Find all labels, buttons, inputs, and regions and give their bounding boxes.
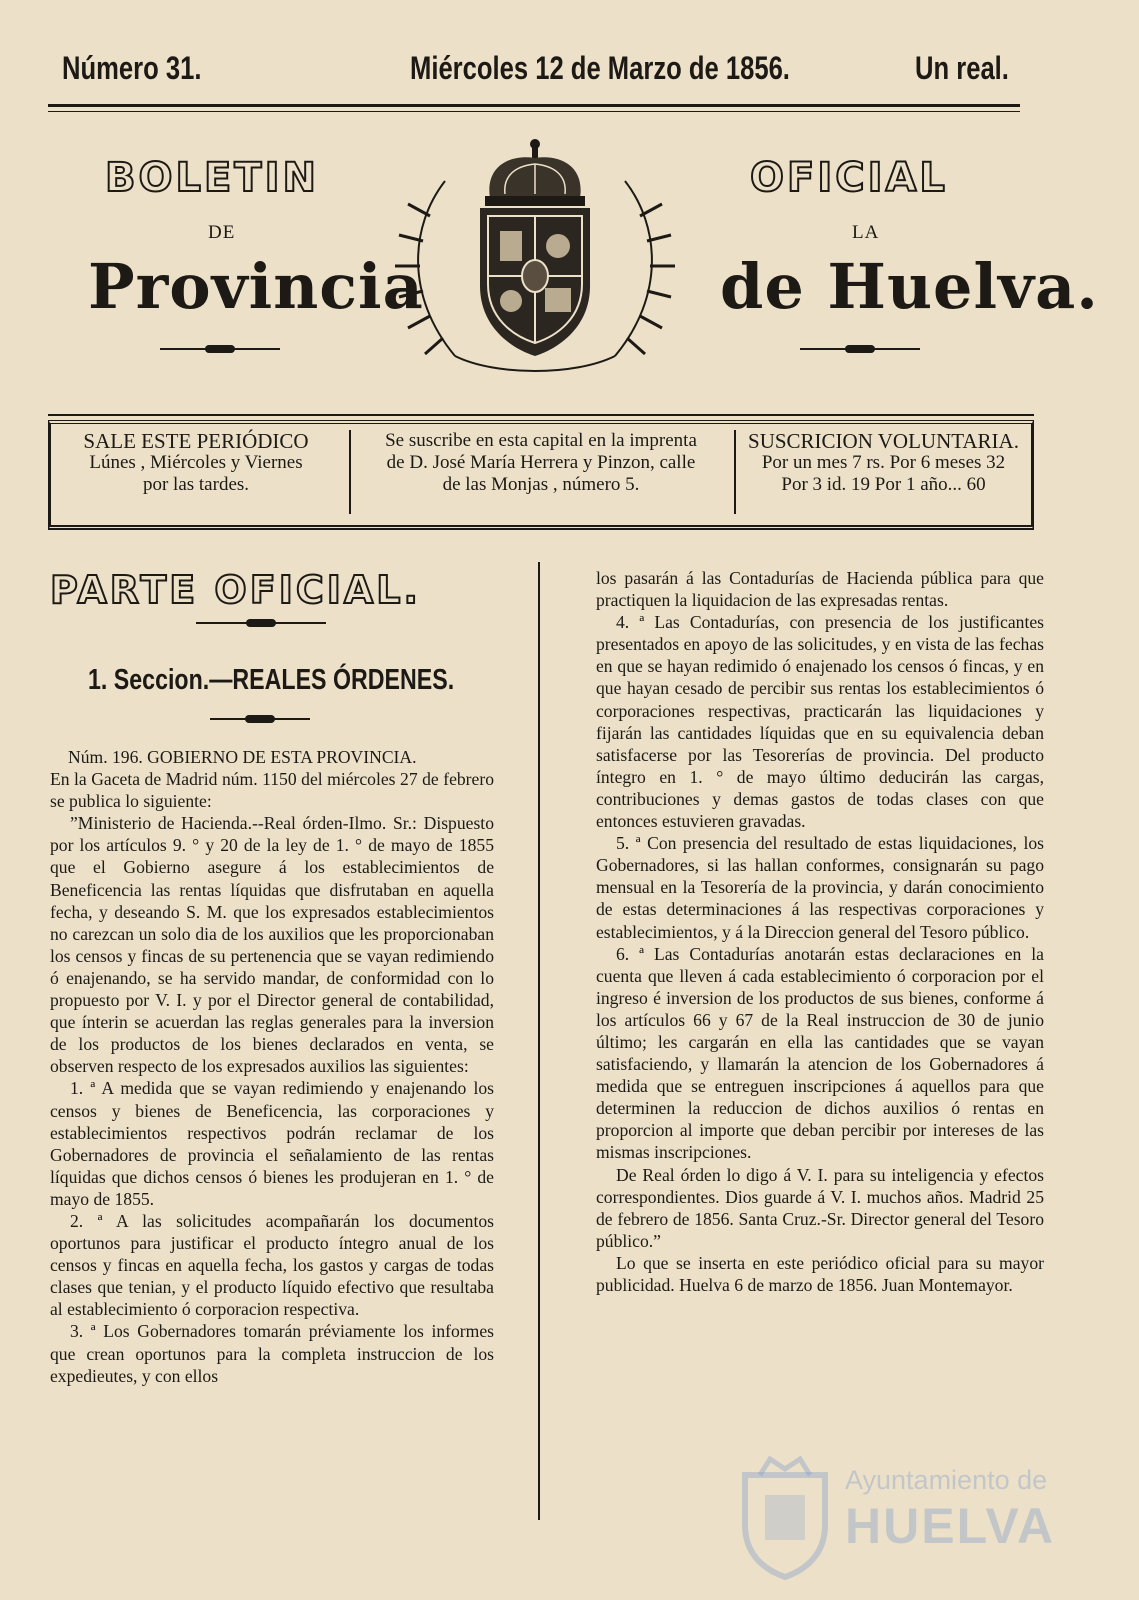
top-rule-thin bbox=[48, 111, 1020, 112]
article-paragraph: 5. ª Con presencia del resultado de estas liquidaciones, los Gobernadores, si las hallan conformes, consignarán su pago mensual en la Tesorería de la provincia, y darán conocimiento de estas determinaciones á las respectivas corporaciones y establecimientos, y á la Direccion general del Tesoro público. bbox=[596, 833, 1044, 942]
watermark-line-2: HUELVA bbox=[845, 1498, 1056, 1554]
prices-line-2: Por 3 id. 19 Por 1 año... 60 bbox=[781, 474, 986, 495]
address-line-2: de D. José María Herrera y Pinzon, calle bbox=[386, 452, 696, 473]
article-paragraph: 6. ª Las Contadurías anotarán estas declaraciones en la cuenta que lleven á cada establecimiento ó corporacion por el ingreso é inversion de los productos de sus bienes, conforme á los artículos 66 y 67 de la Real instruccion de 30 de junio último; les cargarán en ella las cantidades que se vayan satisfaciendo, y llamarán la atencion de los Gobernadores á medida que se entreguen inscripciones á aquellos para que determinen la reduccion de dichos auxilios ó rentas en proporcion al importe que deban percibir por intereses de las mismas inscripciones. bbox=[596, 943, 1044, 1163]
article-paragraph: 4. ª Las Contadurías, con presencia de los justificantes presentados en apoyo de las solicitudes, y en vista de las fechas en que se hayan redimido ó enajenado los censos ó fincas, y en que hayan cesado de percibir sus rentas los establecimientos ó corporaciones respectivas, practicarán las liquidaciones y fijarán las cantidades líquidas que en su equivalencia deban satisfacerse por las Tesorerías de provincia. Del producto íntegro en 1. ° de mayo último deducirán las cargas, contribuciones y demas gastos de todas clases con que entonces estuvieren gravadas. bbox=[596, 612, 1044, 832]
article-paragraph: 3. ª Los Gobernadores tomarán préviamente los informes que crean oportunos para la completa instruccion de los expedieutes, y con ellos bbox=[50, 1321, 494, 1386]
issue-number: Número 31. bbox=[62, 50, 202, 86]
coat-of-arms-icon bbox=[385, 136, 685, 381]
top-rule bbox=[48, 104, 1020, 107]
title-la: LA bbox=[852, 222, 880, 243]
article-paragraph: ”Ministerio de Hacienda.--Real órden-Ilmo. Sr.: Dispuesto por los artículos 9. ° y 20 de la ley de 1. ° de mayo de 1855 que el Gobierno asegure á los establecimientos de Beneficencia las rentas líquidas que disfrutaban en aquella fecha, y deseando S. M. que los expresados establecimientos no carezcan un solo dia de los auxilios que les proporcionaban los censos y fincas de su pertenencia que se vayan redimiendo ó enajenando, se ha servido mandar, de conformidad con lo propuesto por V. I. y por el Director general de contabilidad, que ínterin se acuerdan las reglas generales para la inversion de los productos de los bienes declarados en venta, se observen respecto de los expresados auxilios las siguientes: bbox=[50, 813, 494, 1077]
column-divider bbox=[538, 562, 540, 1520]
title-de: DE bbox=[208, 222, 236, 243]
article-right-column bbox=[596, 567, 1044, 1296]
infobox-divider-2 bbox=[734, 430, 736, 514]
city-shield-icon bbox=[735, 1455, 835, 1580]
schedule-title: SALE ESTE PERIÓDICO bbox=[83, 429, 309, 453]
article-signature: Lo que se inserta en este periódico oficial para su mayor publicidad. Huelva 6 de marzo de 1856. Juan Montemayor. bbox=[596, 1252, 1044, 1295]
schedule-time: por las tardes. bbox=[142, 474, 250, 495]
article-paragraph: 2. ª A las solicitudes acompañarán los documentos oportunos para justificar el producto íntegro anual de los censos y fincas en aquella fecha, los gastos y cargas de todas clases que tenian, y el producto líquido efectivo que resultaba al establecimiento ó corporacion respectiva. bbox=[50, 1210, 494, 1320]
right-ornament bbox=[800, 348, 920, 350]
section-ornament bbox=[196, 622, 326, 624]
subscription-box bbox=[48, 420, 1034, 530]
left-ornament bbox=[160, 348, 280, 350]
issue-date: Miércoles 12 de Marzo de 1856. bbox=[410, 50, 790, 86]
title-provincia: Provincia bbox=[88, 250, 424, 323]
title-oficial: OFICIAL bbox=[750, 155, 948, 201]
article-left-column bbox=[50, 746, 494, 1387]
parte-oficial-heading: PARTE OFICIAL. bbox=[50, 568, 421, 612]
article-paragraph: 1. ª A medida que se vayan redimiendo y enajenando los censos y bienes de Beneficencia, las corporaciones y establecimientos respectivos podrán reclamar de los Gobernadores de provincia el señalamiento de las rentas líquidas que dichos censos ó bienes les produjeran en 1. ° de mayo de 1855. bbox=[50, 1078, 494, 1209]
article-paragraph: los pasarán á las Contadurías de Hacienda pública para que practiquen la liquidacion de las expresadas rentas. bbox=[596, 568, 1044, 611]
subscription-prices bbox=[741, 430, 1026, 496]
address-line-3: de las Monjas , número 5. bbox=[442, 474, 640, 495]
address-line-1: Se suscribe en esta capital en la imprenta bbox=[385, 430, 697, 451]
infobox-divider-1 bbox=[349, 430, 351, 514]
archive-watermark bbox=[735, 1455, 1065, 1585]
prices-title: SUSCRICION VOLUNTARIA. bbox=[748, 429, 1019, 453]
issue-price: Un real. bbox=[915, 50, 1009, 86]
subscription-address bbox=[356, 430, 726, 496]
publication-schedule bbox=[61, 430, 331, 496]
watermark-line-1: Ayuntamiento de bbox=[845, 1465, 1048, 1495]
article-header: Núm. 196. GOBIERNO DE ESTA PROVINCIA. bbox=[68, 747, 417, 767]
prices-line-1: Por un mes 7 rs. Por 6 meses 32 bbox=[761, 452, 1006, 473]
title-huelva: de Huelva. bbox=[720, 250, 1099, 323]
title-boletin: BOLETIN bbox=[105, 155, 319, 201]
schedule-days: Lúnes , Miércoles y Viernes bbox=[89, 452, 303, 473]
infobox-top-rule bbox=[48, 414, 1034, 416]
reales-ordenes-heading: 1. Seccion.—REALES ÓRDENES. bbox=[88, 664, 455, 696]
article-paragraph: En la Gaceta de Madrid núm. 1150 del miércoles 27 de febrero se publica lo siguiente: bbox=[50, 769, 494, 812]
heading-ornament bbox=[210, 718, 310, 720]
article-paragraph: De Real órden lo digo á V. I. para su inteligencia y efectos correspondientes. Dios guarde á V. I. muchos años. Madrid 25 de febrero de 1856. Santa Cruz.-Sr. Director general del Tesoro público.” bbox=[596, 1164, 1044, 1251]
